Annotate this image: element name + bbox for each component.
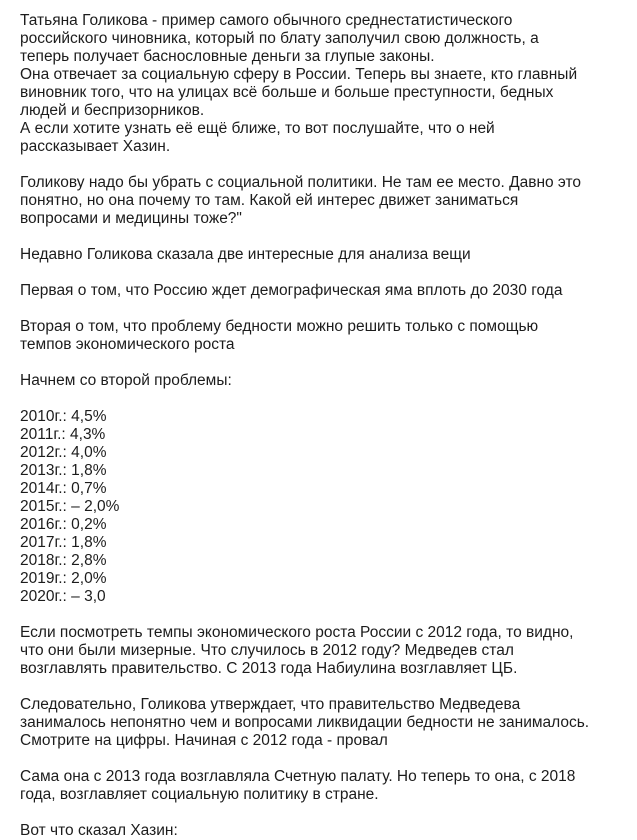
list-item: 2012г.: 4,0% (20, 444, 107, 461)
paragraph-two-things (20, 246, 620, 264)
text-line: Следовательно, Голикова утверждает, что правительство Медведева (20, 696, 521, 713)
list-item: 2011г.: 4,3% (20, 426, 106, 443)
text-line: темпов экономического роста (20, 336, 235, 353)
text-line: Недавно Голикова сказала две интересные для анализа вещи (20, 246, 471, 263)
text-line: Голикову надо бы убрать с социальной политики. Не там ее место. Давно это (20, 174, 582, 191)
paragraph-growth-analysis (20, 624, 620, 678)
list-item: 2017г.: 1,8% (20, 534, 107, 551)
text-line: А если хотите узнать её ещё ближе, то вот послушайте, что о ней (20, 120, 495, 137)
list-item: 2019г.: 2,0% (20, 570, 107, 587)
paragraph-start (20, 372, 620, 390)
text-line: года, возглавляет социальную политику в стране. (20, 786, 379, 803)
text-line: Сама она с 2013 года возглавляла Счетную палату. Но теперь то она, с 2018 (20, 768, 576, 785)
text-line: занималось непонятно чем и вопросами ликвидации бедности не занималось. (20, 714, 590, 731)
text-line: виновник того, что на улицах всё больше и больше преступности, бедных (20, 84, 554, 101)
paragraph-social-sphere (20, 66, 620, 120)
text-line: Начнем со второй проблемы: (20, 372, 232, 389)
text-line: Смотрите на цифры. Начиная с 2012 года - провал (20, 732, 388, 749)
paragraph-quote (20, 174, 620, 228)
text-line: возглавлять правительство. С 2013 года Набиулина возглавляет ЦБ. (20, 660, 518, 677)
list-item: 2018г.: 2,8% (20, 552, 107, 569)
list-item: 2014г.: 0,7% (20, 480, 107, 497)
list-item: 2013г.: 1,8% (20, 462, 107, 479)
paragraph-conclusion (20, 696, 620, 750)
growth-rate-list (20, 408, 620, 606)
text-line: Первая о том, что Россию ждет демографическая яма вплоть до 2030 года (20, 282, 563, 299)
paragraph-first-thing (20, 282, 620, 300)
paragraph-accounts-chamber (20, 768, 620, 804)
text-line: людей и беспризорников. (20, 102, 205, 119)
text-line: вопросами и медицины тоже?" (20, 210, 242, 227)
text-line: Если посмотреть темпы экономического роста России с 2012 года, то видно, (20, 624, 574, 641)
list-item: 2016г.: 0,2% (20, 516, 107, 533)
list-item: 2010г.: 4,5% (20, 408, 107, 425)
text-line: что они были мизерные. Что случилось в 2012 году? Медведев стал (20, 642, 514, 659)
text-line: Татьяна Голикова - пример самого обычного среднестатистического (20, 12, 513, 29)
article-body (20, 12, 620, 840)
text-line: Вторая о том, что проблему бедности можно решить только с помощью (20, 318, 539, 335)
list-item: 2020г.: – 3,0 (20, 588, 106, 605)
text-line: Она отвечает за социальную сферу в России. Теперь вы знаете, кто главный (20, 66, 578, 83)
paragraph-khazin-said (20, 822, 620, 840)
text-line: рассказывает Хазин. (20, 138, 171, 155)
paragraph-khazin-intro (20, 120, 620, 156)
paragraph-second-thing (20, 318, 620, 354)
text-line: Вот что сказал Хазин: (20, 822, 178, 839)
text-line: понятно, но она почему то там. Какой ей интерес движет заниматься (20, 192, 519, 209)
text-line: российского чиновника, который по блату заполучил свою должность, а (20, 30, 539, 47)
text-line: теперь получает баснословные деньги за глупые законы. (20, 48, 435, 65)
paragraph-intro (20, 12, 620, 66)
list-item: 2015г.: – 2,0% (20, 498, 120, 515)
